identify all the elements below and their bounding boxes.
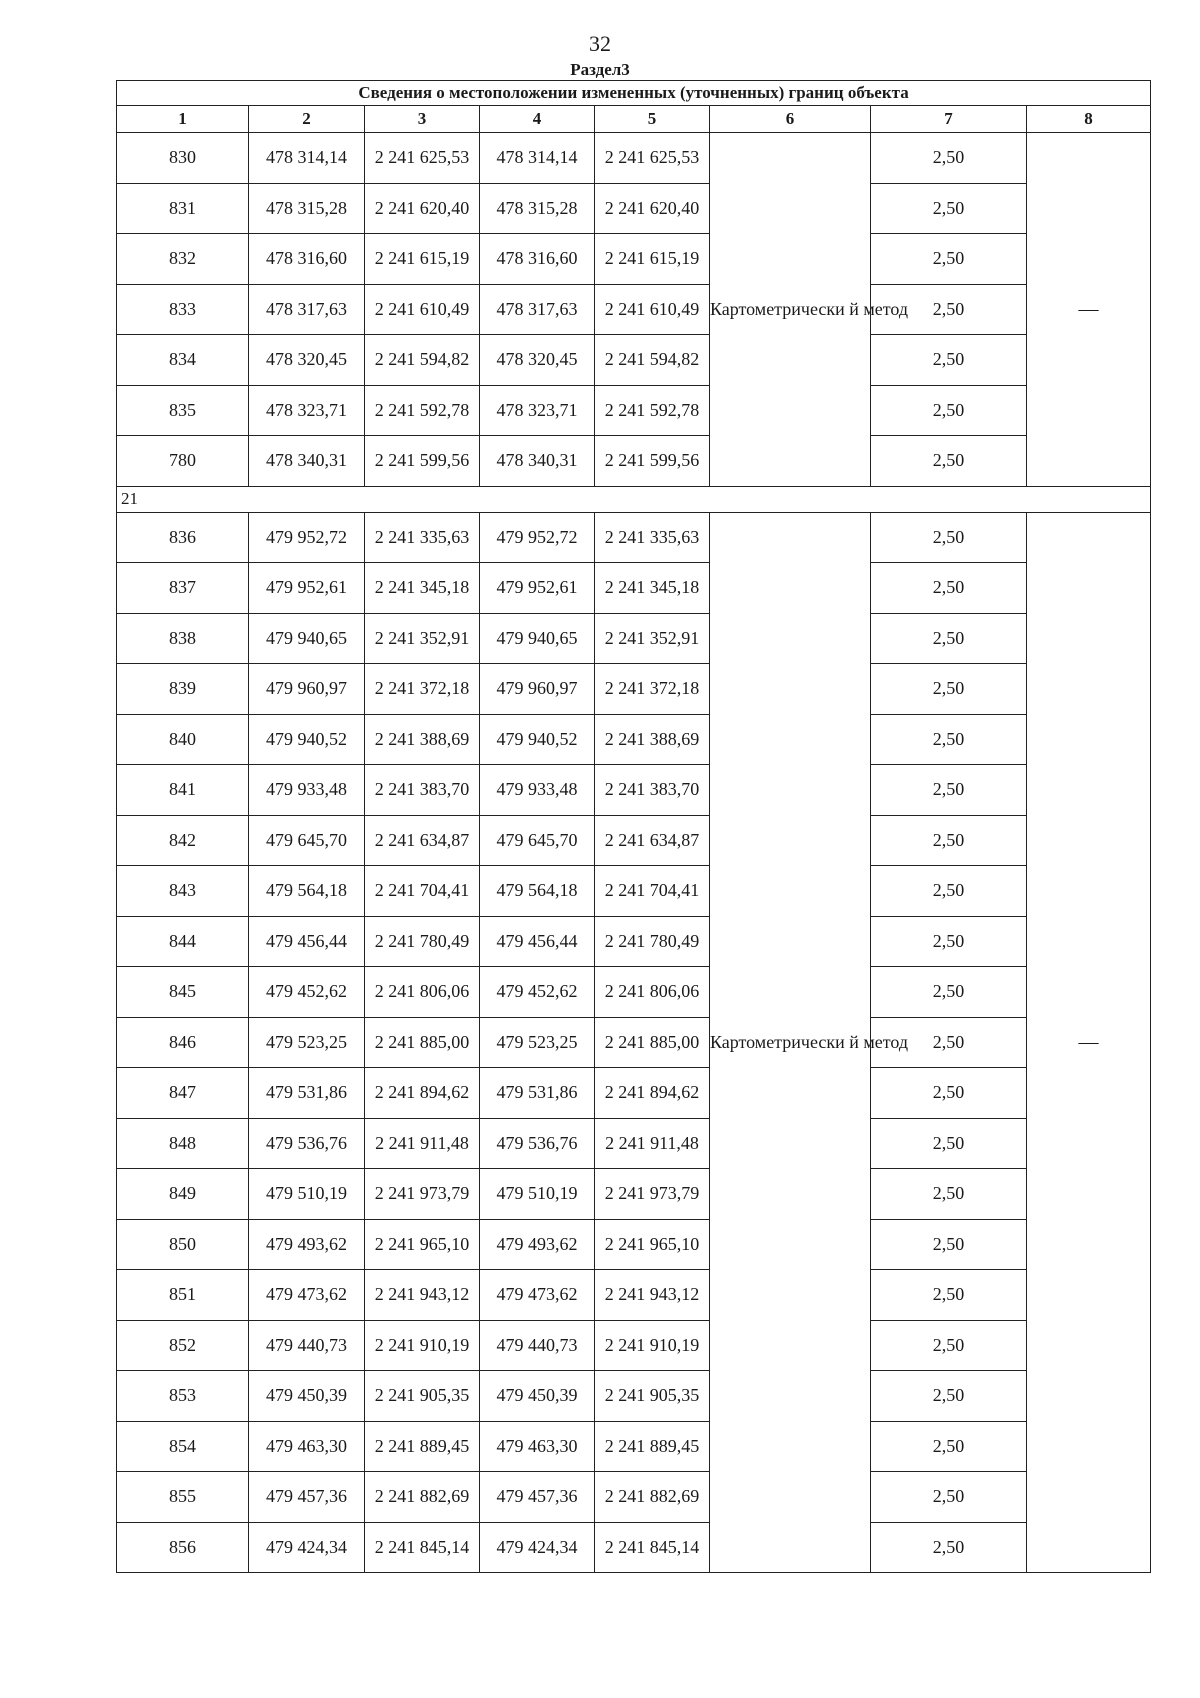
point-number-cell: 856	[117, 1522, 249, 1573]
accuracy-cell: 2,50	[871, 916, 1027, 967]
table-row	[117, 916, 1151, 967]
column-8-cell: —	[1027, 133, 1151, 487]
y-old-cell: 2 241 965,10	[365, 1219, 480, 1270]
table-row	[117, 234, 1151, 285]
table-row	[117, 183, 1151, 234]
y-old-cell: 2 241 889,45	[365, 1421, 480, 1472]
point-number-cell: 835	[117, 385, 249, 436]
point-number-cell: 850	[117, 1219, 249, 1270]
point-number-cell: 840	[117, 714, 249, 765]
x-new-cell: 478 316,60	[480, 234, 595, 285]
x-new-cell: 478 323,71	[480, 385, 595, 436]
x-new-cell: 479 952,72	[480, 512, 595, 563]
x-new-cell: 479 645,70	[480, 815, 595, 866]
x-old-cell: 478 340,31	[249, 436, 365, 487]
x-new-cell: 479 424,34	[480, 1522, 595, 1573]
table-row	[117, 335, 1151, 386]
y-old-cell: 2 241 894,62	[365, 1068, 480, 1119]
x-new-cell: 479 452,62	[480, 967, 595, 1018]
point-number-cell: 838	[117, 613, 249, 664]
point-number-cell: 830	[117, 133, 249, 184]
x-new-cell: 479 440,73	[480, 1320, 595, 1371]
column-header: 4	[480, 106, 595, 133]
accuracy-cell: 2,50	[871, 512, 1027, 563]
x-new-cell: 478 315,28	[480, 183, 595, 234]
table-row	[117, 1472, 1151, 1523]
x-new-cell: 478 320,45	[480, 335, 595, 386]
x-old-cell: 479 457,36	[249, 1472, 365, 1523]
accuracy-cell: 2,50	[871, 1169, 1027, 1220]
y-old-cell: 2 241 345,18	[365, 563, 480, 614]
y-old-cell: 2 241 383,70	[365, 765, 480, 816]
accuracy-cell: 2,50	[871, 133, 1027, 184]
y-new-cell: 2 241 885,00	[595, 1017, 710, 1068]
accuracy-cell: 2,50	[871, 1472, 1027, 1523]
x-new-cell: 478 317,63	[480, 284, 595, 335]
y-new-cell: 2 241 383,70	[595, 765, 710, 816]
accuracy-cell: 2,50	[871, 385, 1027, 436]
x-new-cell: 479 450,39	[480, 1371, 595, 1422]
x-new-cell: 479 510,19	[480, 1169, 595, 1220]
y-new-cell: 2 241 965,10	[595, 1219, 710, 1270]
y-old-cell: 2 241 704,41	[365, 866, 480, 917]
x-new-cell: 479 531,86	[480, 1068, 595, 1119]
group-row	[117, 486, 1151, 512]
table-row	[117, 967, 1151, 1018]
accuracy-cell: 2,50	[871, 335, 1027, 386]
x-new-cell: 479 933,48	[480, 765, 595, 816]
y-old-cell: 2 241 610,49	[365, 284, 480, 335]
point-number-cell: 854	[117, 1421, 249, 1472]
y-new-cell: 2 241 973,79	[595, 1169, 710, 1220]
table-row	[117, 866, 1151, 917]
accuracy-cell: 2,50	[871, 1270, 1027, 1321]
method-cell: Картометрически й метод	[710, 512, 871, 1573]
x-old-cell: 479 933,48	[249, 765, 365, 816]
y-new-cell: 2 241 845,14	[595, 1522, 710, 1573]
accuracy-cell: 2,50	[871, 1522, 1027, 1573]
x-old-cell: 479 456,44	[249, 916, 365, 967]
y-old-cell: 2 241 372,18	[365, 664, 480, 715]
accuracy-cell: 2,50	[871, 815, 1027, 866]
y-new-cell: 2 241 882,69	[595, 1472, 710, 1523]
point-number-cell: 837	[117, 563, 249, 614]
y-new-cell: 2 241 620,40	[595, 183, 710, 234]
column-header: 6	[710, 106, 871, 133]
table-row	[117, 613, 1151, 664]
y-old-cell: 2 241 911,48	[365, 1118, 480, 1169]
x-old-cell: 479 424,34	[249, 1522, 365, 1573]
table-row	[117, 563, 1151, 614]
x-old-cell: 478 320,45	[249, 335, 365, 386]
x-old-cell: 479 952,61	[249, 563, 365, 614]
accuracy-cell: 2,50	[871, 1017, 1027, 1068]
y-new-cell: 2 241 634,87	[595, 815, 710, 866]
column-header: 8	[1027, 106, 1151, 133]
x-old-cell: 478 315,28	[249, 183, 365, 234]
y-new-cell: 2 241 910,19	[595, 1320, 710, 1371]
y-new-cell: 2 241 704,41	[595, 866, 710, 917]
point-number-cell: 844	[117, 916, 249, 967]
y-new-cell: 2 241 780,49	[595, 916, 710, 967]
accuracy-cell: 2,50	[871, 714, 1027, 765]
y-old-cell: 2 241 615,19	[365, 234, 480, 285]
point-number-cell: 855	[117, 1472, 249, 1523]
x-old-cell: 479 952,72	[249, 512, 365, 563]
y-new-cell: 2 241 594,82	[595, 335, 710, 386]
y-old-cell: 2 241 335,63	[365, 512, 480, 563]
accuracy-cell: 2,50	[871, 866, 1027, 917]
y-new-cell: 2 241 894,62	[595, 1068, 710, 1119]
x-new-cell: 479 493,62	[480, 1219, 595, 1270]
x-old-cell: 479 463,30	[249, 1421, 365, 1472]
y-new-cell: 2 241 335,63	[595, 512, 710, 563]
y-old-cell: 2 241 973,79	[365, 1169, 480, 1220]
y-new-cell: 2 241 345,18	[595, 563, 710, 614]
y-new-cell: 2 241 599,56	[595, 436, 710, 487]
x-old-cell: 479 645,70	[249, 815, 365, 866]
y-new-cell: 2 241 911,48	[595, 1118, 710, 1169]
table-row	[117, 1169, 1151, 1220]
y-new-cell: 2 241 388,69	[595, 714, 710, 765]
table-row	[117, 1522, 1151, 1573]
y-old-cell: 2 241 592,78	[365, 385, 480, 436]
y-old-cell: 2 241 594,82	[365, 335, 480, 386]
x-old-cell: 479 473,62	[249, 1270, 365, 1321]
table-row	[117, 1371, 1151, 1422]
table-row	[117, 1068, 1151, 1119]
table-body	[117, 133, 1151, 1573]
x-new-cell: 479 463,30	[480, 1421, 595, 1472]
y-old-cell: 2 241 780,49	[365, 916, 480, 967]
point-number-cell: 833	[117, 284, 249, 335]
accuracy-cell: 2,50	[871, 234, 1027, 285]
x-new-cell: 479 473,62	[480, 1270, 595, 1321]
point-number-cell: 831	[117, 183, 249, 234]
y-new-cell: 2 241 625,53	[595, 133, 710, 184]
x-old-cell: 479 940,65	[249, 613, 365, 664]
group-label: 21	[117, 486, 1151, 512]
point-number-cell: 839	[117, 664, 249, 715]
x-old-cell: 479 450,39	[249, 1371, 365, 1422]
x-old-cell: 479 493,62	[249, 1219, 365, 1270]
y-old-cell: 2 241 806,06	[365, 967, 480, 1018]
x-new-cell: 479 952,61	[480, 563, 595, 614]
y-old-cell: 2 241 634,87	[365, 815, 480, 866]
point-number-cell: 853	[117, 1371, 249, 1422]
table-row	[117, 765, 1151, 816]
point-number-cell: 847	[117, 1068, 249, 1119]
y-old-cell: 2 241 910,19	[365, 1320, 480, 1371]
table-row	[117, 815, 1151, 866]
table-row	[117, 1320, 1151, 1371]
point-number-cell: 834	[117, 335, 249, 386]
x-new-cell: 478 340,31	[480, 436, 595, 487]
accuracy-cell: 2,50	[871, 613, 1027, 664]
column-header: 2	[249, 106, 365, 133]
accuracy-cell: 2,50	[871, 1068, 1027, 1119]
point-number-cell: 780	[117, 436, 249, 487]
y-new-cell: 2 241 889,45	[595, 1421, 710, 1472]
y-new-cell: 2 241 592,78	[595, 385, 710, 436]
x-old-cell: 479 510,19	[249, 1169, 365, 1220]
x-new-cell: 479 564,18	[480, 866, 595, 917]
point-number-cell: 846	[117, 1017, 249, 1068]
point-number-cell: 841	[117, 765, 249, 816]
point-number-cell: 852	[117, 1320, 249, 1371]
x-new-cell: 479 456,44	[480, 916, 595, 967]
table-caption: Сведения о местоположении измененных (уточненных) границ объекта	[117, 81, 1151, 106]
x-new-cell: 479 940,52	[480, 714, 595, 765]
table-row	[117, 1421, 1151, 1472]
column-8-cell: —	[1027, 512, 1151, 1573]
table-row	[117, 664, 1151, 715]
y-new-cell: 2 241 806,06	[595, 967, 710, 1018]
table-row	[117, 284, 1151, 335]
x-old-cell: 479 440,73	[249, 1320, 365, 1371]
column-header: 7	[871, 106, 1027, 133]
accuracy-cell: 2,50	[871, 765, 1027, 816]
table-row	[117, 1219, 1151, 1270]
x-old-cell: 479 564,18	[249, 866, 365, 917]
accuracy-cell: 2,50	[871, 1320, 1027, 1371]
method-cell: Картометрически й метод	[710, 133, 871, 487]
x-new-cell: 479 940,65	[480, 613, 595, 664]
y-new-cell: 2 241 943,12	[595, 1270, 710, 1321]
x-old-cell: 478 314,14	[249, 133, 365, 184]
y-old-cell: 2 241 845,14	[365, 1522, 480, 1573]
table-row	[117, 1017, 1151, 1068]
y-old-cell: 2 241 388,69	[365, 714, 480, 765]
y-old-cell: 2 241 905,35	[365, 1371, 480, 1422]
column-header: 5	[595, 106, 710, 133]
table-row	[117, 436, 1151, 487]
x-new-cell: 478 314,14	[480, 133, 595, 184]
accuracy-cell: 2,50	[871, 967, 1027, 1018]
point-number-cell: 836	[117, 512, 249, 563]
point-number-cell: 849	[117, 1169, 249, 1220]
y-old-cell: 2 241 885,00	[365, 1017, 480, 1068]
y-old-cell: 2 241 625,53	[365, 133, 480, 184]
point-number-cell: 845	[117, 967, 249, 1018]
y-old-cell: 2 241 943,12	[365, 1270, 480, 1321]
table-row	[117, 512, 1151, 563]
y-old-cell: 2 241 352,91	[365, 613, 480, 664]
point-number-cell: 832	[117, 234, 249, 285]
accuracy-cell: 2,50	[871, 436, 1027, 487]
point-number-cell: 843	[117, 866, 249, 917]
point-number-cell: 851	[117, 1270, 249, 1321]
x-old-cell: 478 317,63	[249, 284, 365, 335]
table-row	[117, 1270, 1151, 1321]
section-title: Раздел3	[570, 60, 630, 79]
table-row	[117, 714, 1151, 765]
accuracy-cell: 2,50	[871, 1421, 1027, 1472]
accuracy-cell: 2,50	[871, 563, 1027, 614]
point-number-cell: 848	[117, 1118, 249, 1169]
x-old-cell: 479 452,62	[249, 967, 365, 1018]
accuracy-cell: 2,50	[871, 1371, 1027, 1422]
column-header: 3	[365, 106, 480, 133]
x-new-cell: 479 523,25	[480, 1017, 595, 1068]
x-old-cell: 479 523,25	[249, 1017, 365, 1068]
x-old-cell: 479 940,52	[249, 714, 365, 765]
x-old-cell: 478 316,60	[249, 234, 365, 285]
y-new-cell: 2 241 372,18	[595, 664, 710, 715]
page-number: 32	[589, 31, 611, 56]
x-new-cell: 479 457,36	[480, 1472, 595, 1523]
x-old-cell: 479 960,97	[249, 664, 365, 715]
accuracy-cell: 2,50	[871, 284, 1027, 335]
point-number-cell: 842	[117, 815, 249, 866]
accuracy-cell: 2,50	[871, 1219, 1027, 1270]
x-new-cell: 479 536,76	[480, 1118, 595, 1169]
accuracy-cell: 2,50	[871, 1118, 1027, 1169]
y-old-cell: 2 241 882,69	[365, 1472, 480, 1523]
y-old-cell: 2 241 599,56	[365, 436, 480, 487]
x-old-cell: 479 536,76	[249, 1118, 365, 1169]
x-new-cell: 479 960,97	[480, 664, 595, 715]
column-header: 1	[117, 106, 249, 133]
accuracy-cell: 2,50	[871, 664, 1027, 715]
table-row	[117, 133, 1151, 184]
table-row	[117, 385, 1151, 436]
accuracy-cell: 2,50	[871, 183, 1027, 234]
y-new-cell: 2 241 610,49	[595, 284, 710, 335]
y-new-cell: 2 241 352,91	[595, 613, 710, 664]
boundary-table	[116, 80, 1151, 1573]
table-row	[117, 1118, 1151, 1169]
y-new-cell: 2 241 905,35	[595, 1371, 710, 1422]
x-old-cell: 479 531,86	[249, 1068, 365, 1119]
y-old-cell: 2 241 620,40	[365, 183, 480, 234]
y-new-cell: 2 241 615,19	[595, 234, 710, 285]
x-old-cell: 478 323,71	[249, 385, 365, 436]
